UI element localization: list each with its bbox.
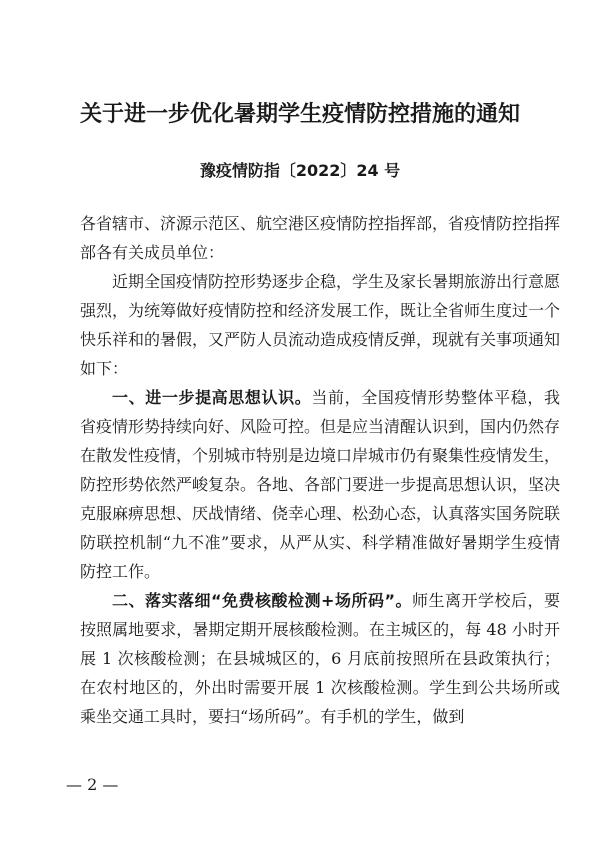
section-1-text: 当前，全国疫情形势整体平稳，我省疫情形势持续向好、风险可控。但是应当清醒认识到，国内仍然存在散发性疫情，个别城市特别是边境口岸城市仍有聚集性疫情发生，防控形势依然严峻复杂。各地、各部门要进一步提高思想认识，坚决克服麻痹思想、厌战情绪、侥幸心理、松劲心态，认真落实国务院联防联控机制“九不准”要求，从严从实、科学精准做好暑期学生疫情防控工作。: [80, 388, 561, 581]
intro-paragraph: 近期全国疫情防控形势逐步企稳，学生及家长暑期旅游出行意愿强烈，为统筹做好疫情防控和经济发展工作，既让全省师生度过一个快乐祥和的暑假，又严防人员流动造成疫情反弹，现就有关事项通知如下：: [80, 272, 561, 378]
document-number: 豫疫情防指〔2022〕24 号: [199, 161, 401, 180]
document-body: [80, 209, 560, 731]
section-2-text: 师生离开学校后，要按照属地要求，暑期定期开展核酸检测。在主城区的，每 48 小时开展 1 次核酸检测；在县城城区的，6 月底前按照所在县政策执行；在农村地区的，外出时需要开展 1 次核酸检测。学生到公共场所或乘坐交通工具时，要扫“场所码”。有手机的学生，做到: [80, 591, 560, 726]
section-2-paragraph: [80, 586, 560, 731]
section-2-heading: 二、落实落细“免费核酸检测+场所码”。: [112, 591, 412, 610]
section-1-heading: 一、进一步提高思想认识。: [112, 388, 312, 407]
page-number: — 2 —: [66, 775, 119, 794]
section-1-paragraph: [80, 383, 560, 586]
addressee-paragraph: 各省辖市、济源示范区、航空港区疫情防控指挥部，省疫情防控指挥部各有关成员单位：: [80, 214, 561, 262]
document-title: 关于进一步优化暑期学生疫情防控措施的通知: [79, 102, 520, 127]
